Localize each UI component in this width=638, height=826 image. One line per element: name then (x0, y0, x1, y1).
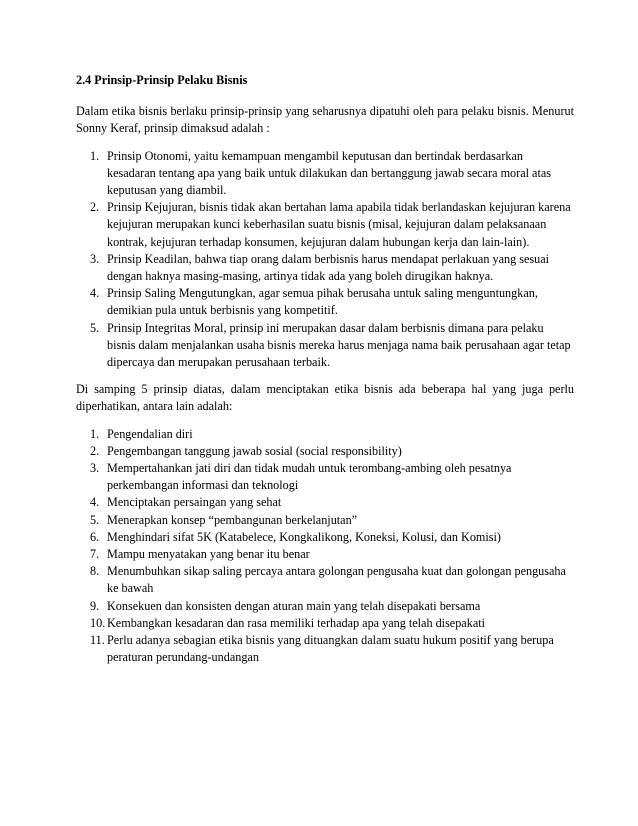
list-item-text: Prinsip Keadilan, bahwa tiap orang dalam berbisnis harus mendapat perlakuan yang sesuai dengan haknya masing-masing, artinya tidak ada yang boleh dirugikan haknya. (107, 251, 550, 284)
list-number: 2. (90, 200, 100, 215)
list-item-text: Menumbuhkan sikap saling percaya antara golongan pengusaha kuat dan golongan pengusaha ke bawah (107, 564, 566, 596)
list-number: 5. (90, 320, 100, 335)
list-item (76, 494, 574, 511)
list-item (76, 251, 574, 285)
second-intro-paragraph: Di samping 5 prinsip diatas, dalam menciptakan etika bisnis ada beberapa hal yang juga perlu diperhatikan, antara lain adalah: (76, 382, 574, 414)
list-number: 10. (90, 615, 106, 630)
list-item-text: Prinsip Integritas Moral, prinsip ini merupakan dasar dalam berbisnis dimana para pelaku bisnis dalam menjalankan usaha bisnis mereka harus menjaga nama baik perusahaan agar tetap dipercaya dan merupakan perusahaan terbaik. (107, 320, 571, 370)
list-item-text: Mempertahankan jati diri dan tidak mudah untuk terombang-ambing oleh pesatnya perkembangan informasi dan teknologi (107, 461, 512, 493)
list-number: 3. (90, 461, 100, 476)
list-number: 5. (90, 512, 100, 527)
list-item (76, 148, 574, 200)
list-item-text: Prinsip Saling Mengutungkan, agar semua pihak berusaha untuk saling menguntungkan, demikian pula untuk berbisnis yang kompetitif. (107, 286, 538, 318)
section-heading: 2.4 Prinsip-Prinsip Pelaku Bisnis (76, 73, 248, 87)
list-item-text: Mampu menyatakan yang benar itu benar (107, 547, 310, 562)
list-item-text: Kembangkan kesadaran dan rasa memiliki terhadap apa yang telah disepakati (107, 615, 485, 630)
list-item-text: Menerapkan konsep “pembangunan berkelanjutan” (107, 512, 358, 527)
list-item (76, 426, 574, 443)
list-number: 8. (90, 564, 100, 579)
list-item (76, 632, 574, 666)
list-number: 4. (90, 286, 100, 301)
list-item (76, 546, 574, 563)
list-item (76, 320, 574, 372)
list-number: 1. (90, 148, 100, 163)
list-item-text: Prinsip Otonomi, yaitu kemampuan mengambil keputusan dan bertindak berdasarkan kesadaran tentang apa yang baik untuk dilakukan dan bertanggung jawab secara moral atas keputusan yang diambil. (107, 148, 551, 198)
list-item (76, 199, 574, 251)
list-number: 2. (90, 443, 100, 458)
list-item-text: Konsekuen dan konsisten dengan aturan main yang telah disepakati bersama (107, 598, 481, 613)
list-item-text: Pengendalian diri (107, 426, 193, 441)
list-item-text: Prinsip Kejujuran, bisnis tidak akan bertahan lama apabila tidak berlandaskan kejujuran karena kejujuran merupakan kunci keberhasilan suatu bisnis (misal, kejujuran dalam pelaksanaan kontrak, kejujuran terhadap konsumen, kejujuran dalam hubungan kerja dan lain-lain). (107, 200, 571, 249)
list-item (76, 598, 574, 615)
list-number: 9. (90, 598, 100, 613)
list-item (76, 285, 574, 319)
list-number: 1. (90, 426, 100, 441)
list-number: 11. (90, 633, 105, 648)
list-number: 6. (90, 529, 100, 544)
list-item (76, 460, 574, 494)
list-item (76, 529, 574, 546)
list-number: 7. (90, 547, 100, 562)
list-item (76, 563, 574, 597)
considerations-list (76, 426, 574, 667)
principles-list (76, 148, 574, 372)
list-item-text: Menciptakan persaingan yang sehat (107, 495, 282, 510)
list-item-text: Pengembangan tanggung jawab sosial (social responsibility) (107, 443, 402, 458)
list-number: 3. (90, 251, 100, 266)
intro-paragraph: Dalam etika bisnis berlaku prinsip-prinsip yang seharusnya dipatuhi oleh para pelaku bisnis. Menurut Sonny Keraf, prinsip dimaksud adalah : (76, 104, 574, 136)
document-page (76, 72, 574, 677)
list-item-text: Menghindari sifat 5K (Katabelece, Kongkalikong, Koneksi, Kolusi, dan Komisi) (107, 529, 501, 544)
list-number: 4. (90, 495, 100, 510)
list-item (76, 615, 574, 632)
list-item (76, 512, 574, 529)
list-item-text: Perlu adanya sebagian etika bisnis yang dituangkan dalam suatu hukum positif yang berupa peraturan perundang-undangan (107, 633, 554, 665)
list-item (76, 443, 574, 460)
